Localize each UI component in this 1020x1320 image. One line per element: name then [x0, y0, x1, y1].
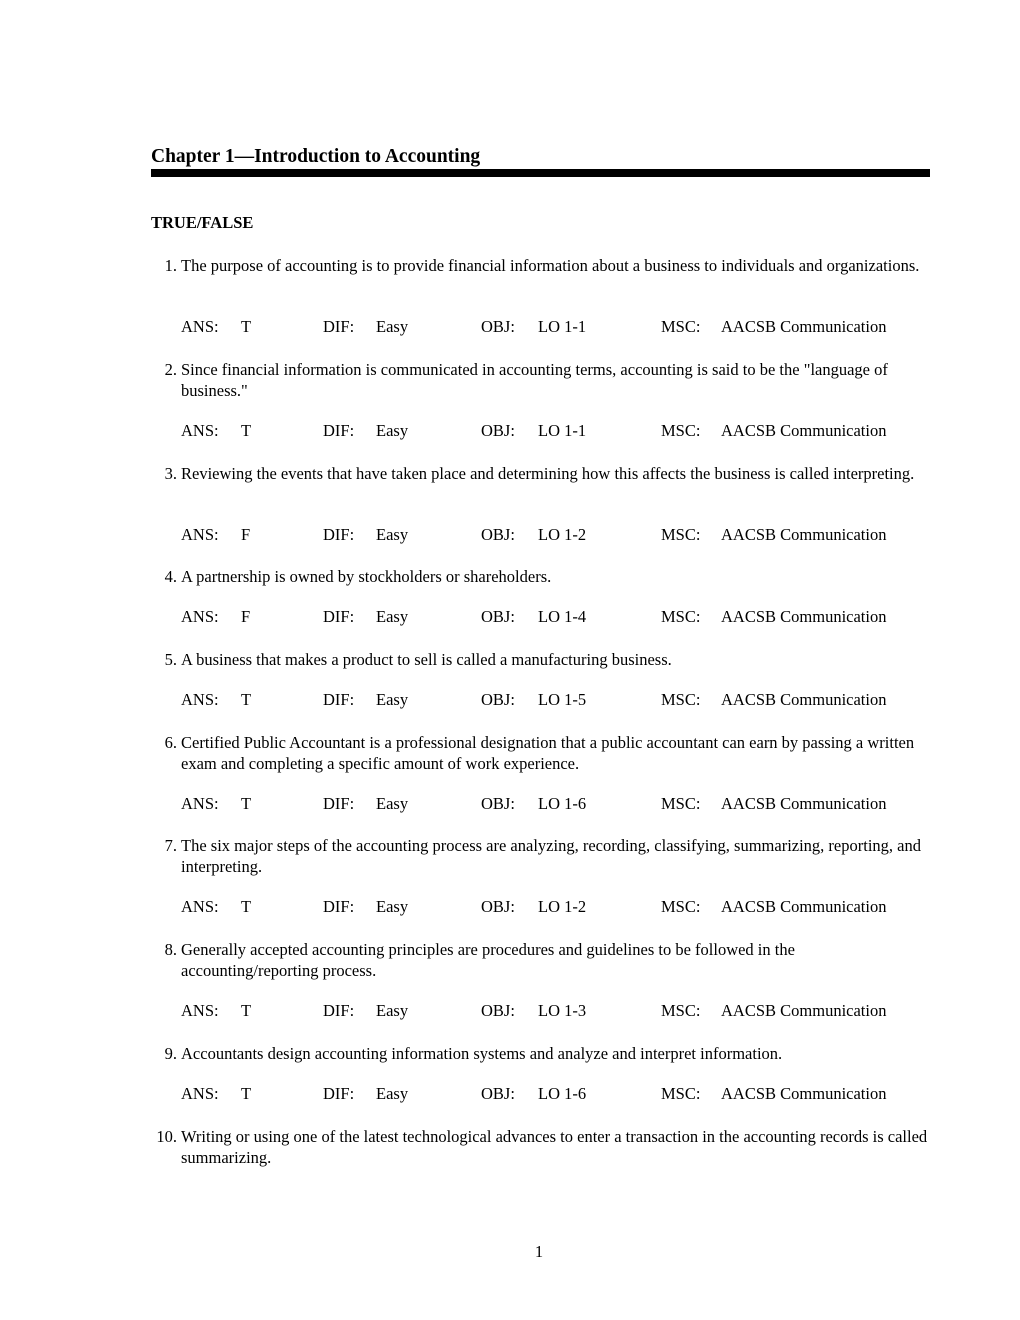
question-text: A business that makes a product to sell is called a manufacturing business. — [181, 650, 672, 669]
question-number: 5. — [164, 650, 177, 669]
title-rule — [151, 169, 930, 177]
dif-label: DIF: — [323, 525, 355, 544]
ans-label: ANS: — [181, 1084, 219, 1103]
answer-line — [0, 1000, 1020, 1021]
msc-value: AACSB Communication — [721, 690, 887, 709]
obj-value: LO 1-4 — [538, 607, 587, 626]
question-number: 2. — [164, 360, 177, 379]
obj-value: LO 1-1 — [538, 421, 587, 440]
obj-label: OBJ: — [481, 897, 515, 916]
dif-value: Easy — [376, 897, 409, 916]
question-text: Accountants design accounting information systems and analyze and interpret information. — [181, 1044, 783, 1063]
question-number: 1. — [164, 256, 177, 275]
answer-line — [0, 689, 1020, 710]
obj-value: LO 1-1 — [538, 317, 587, 336]
page-number: 1 — [534, 1242, 544, 1261]
obj-label: OBJ: — [481, 794, 515, 813]
msc-label: MSC: — [661, 1001, 701, 1020]
dif-value: Easy — [376, 607, 409, 626]
chapter-title: Chapter 1—Introduction to Accounting — [151, 146, 481, 167]
ans-label: ANS: — [181, 421, 219, 440]
obj-value: LO 1-6 — [538, 794, 587, 813]
question-number: 6. — [164, 733, 177, 752]
dif-label: DIF: — [323, 897, 355, 916]
ans-value: T — [241, 794, 252, 813]
obj-value: LO 1-5 — [538, 690, 587, 709]
dif-value: Easy — [376, 794, 409, 813]
obj-label: OBJ: — [481, 1084, 515, 1103]
question-number: 9. — [164, 1044, 177, 1063]
answer-line — [0, 420, 1020, 441]
answer-line — [0, 606, 1020, 627]
obj-value: LO 1-2 — [538, 525, 587, 544]
msc-value: AACSB Communication — [721, 794, 887, 813]
msc-label: MSC: — [661, 525, 701, 544]
obj-value: LO 1-2 — [538, 897, 587, 916]
msc-value: AACSB Communication — [721, 607, 887, 626]
question-text: Generally accepted accounting principles are procedures and guidelines to be followed in the accounting/reporting process. — [181, 940, 795, 980]
dif-label: DIF: — [323, 794, 355, 813]
section-heading: TRUE/FALSE — [151, 213, 254, 232]
ans-value: T — [241, 897, 252, 916]
dif-value: Easy — [376, 421, 409, 440]
msc-label: MSC: — [661, 794, 701, 813]
obj-label: OBJ: — [481, 317, 515, 336]
dif-label: DIF: — [323, 607, 355, 626]
dif-value: Easy — [376, 1084, 409, 1103]
ans-value: T — [241, 421, 252, 440]
ans-value: T — [241, 1084, 252, 1103]
msc-label: MSC: — [661, 607, 701, 626]
answer-line — [0, 896, 1020, 917]
ans-label: ANS: — [181, 317, 219, 336]
answer-line — [0, 524, 1020, 545]
question-number: 7. — [164, 836, 177, 855]
obj-value: LO 1-3 — [538, 1001, 587, 1020]
ans-label: ANS: — [181, 607, 219, 626]
ans-label: ANS: — [181, 897, 219, 916]
obj-label: OBJ: — [481, 421, 515, 440]
question-number: 8. — [164, 940, 177, 959]
question-text: Since financial information is communicated in accounting terms, accounting is said to be the "language of business." — [181, 360, 888, 400]
ans-value: F — [241, 525, 251, 544]
obj-value: LO 1-6 — [538, 1084, 587, 1103]
ans-value: F — [241, 607, 251, 626]
ans-value: T — [241, 690, 252, 709]
dif-value: Easy — [376, 525, 409, 544]
dif-value: Easy — [376, 690, 409, 709]
dif-label: DIF: — [323, 317, 355, 336]
msc-value: AACSB Communication — [721, 317, 887, 336]
msc-label: MSC: — [661, 421, 701, 440]
ans-label: ANS: — [181, 690, 219, 709]
msc-value: AACSB Communication — [721, 421, 887, 440]
question-text: A partnership is owned by stockholders or shareholders. — [181, 567, 552, 586]
ans-label: ANS: — [181, 794, 219, 813]
question-text: Writing or using one of the latest technological advances to enter a transaction in the accounting records is called summarizing. — [181, 1127, 928, 1167]
msc-value: AACSB Communication — [721, 525, 887, 544]
question-text: The purpose of accounting is to provide financial information about a business to individuals and organizations. — [181, 256, 920, 275]
msc-label: MSC: — [661, 317, 701, 336]
answer-line — [0, 793, 1020, 814]
obj-label: OBJ: — [481, 1001, 515, 1020]
msc-value: AACSB Communication — [721, 1001, 887, 1020]
question-number: 10. — [156, 1127, 177, 1146]
msc-label: MSC: — [661, 690, 701, 709]
question-text: The six major steps of the accounting process are analyzing, recording, classifying, summarizing, reporting, and interpreting. — [181, 836, 921, 876]
ans-value: T — [241, 317, 252, 336]
dif-value: Easy — [376, 1001, 409, 1020]
msc-value: AACSB Communication — [721, 897, 887, 916]
ans-label: ANS: — [181, 525, 219, 544]
msc-value: AACSB Communication — [721, 1084, 887, 1103]
question-text: Reviewing the events that have taken place and determining how this affects the business is called interpreting. — [181, 464, 915, 483]
ans-label: ANS: — [181, 1001, 219, 1020]
dif-label: DIF: — [323, 690, 355, 709]
answer-line — [0, 316, 1020, 337]
answer-line — [0, 1083, 1020, 1104]
question-number: 3. — [164, 464, 177, 483]
dif-value: Easy — [376, 317, 409, 336]
question-number: 4. — [164, 567, 177, 586]
question-text: Certified Public Accountant is a professional designation that a public accountant can earn by passing a written exam and completing a specific amount of work experience. — [181, 733, 915, 773]
dif-label: DIF: — [323, 421, 355, 440]
dif-label: DIF: — [323, 1084, 355, 1103]
ans-value: T — [241, 1001, 252, 1020]
obj-label: OBJ: — [481, 690, 515, 709]
obj-label: OBJ: — [481, 525, 515, 544]
dif-label: DIF: — [323, 1001, 355, 1020]
obj-label: OBJ: — [481, 607, 515, 626]
msc-label: MSC: — [661, 897, 701, 916]
msc-label: MSC: — [661, 1084, 701, 1103]
